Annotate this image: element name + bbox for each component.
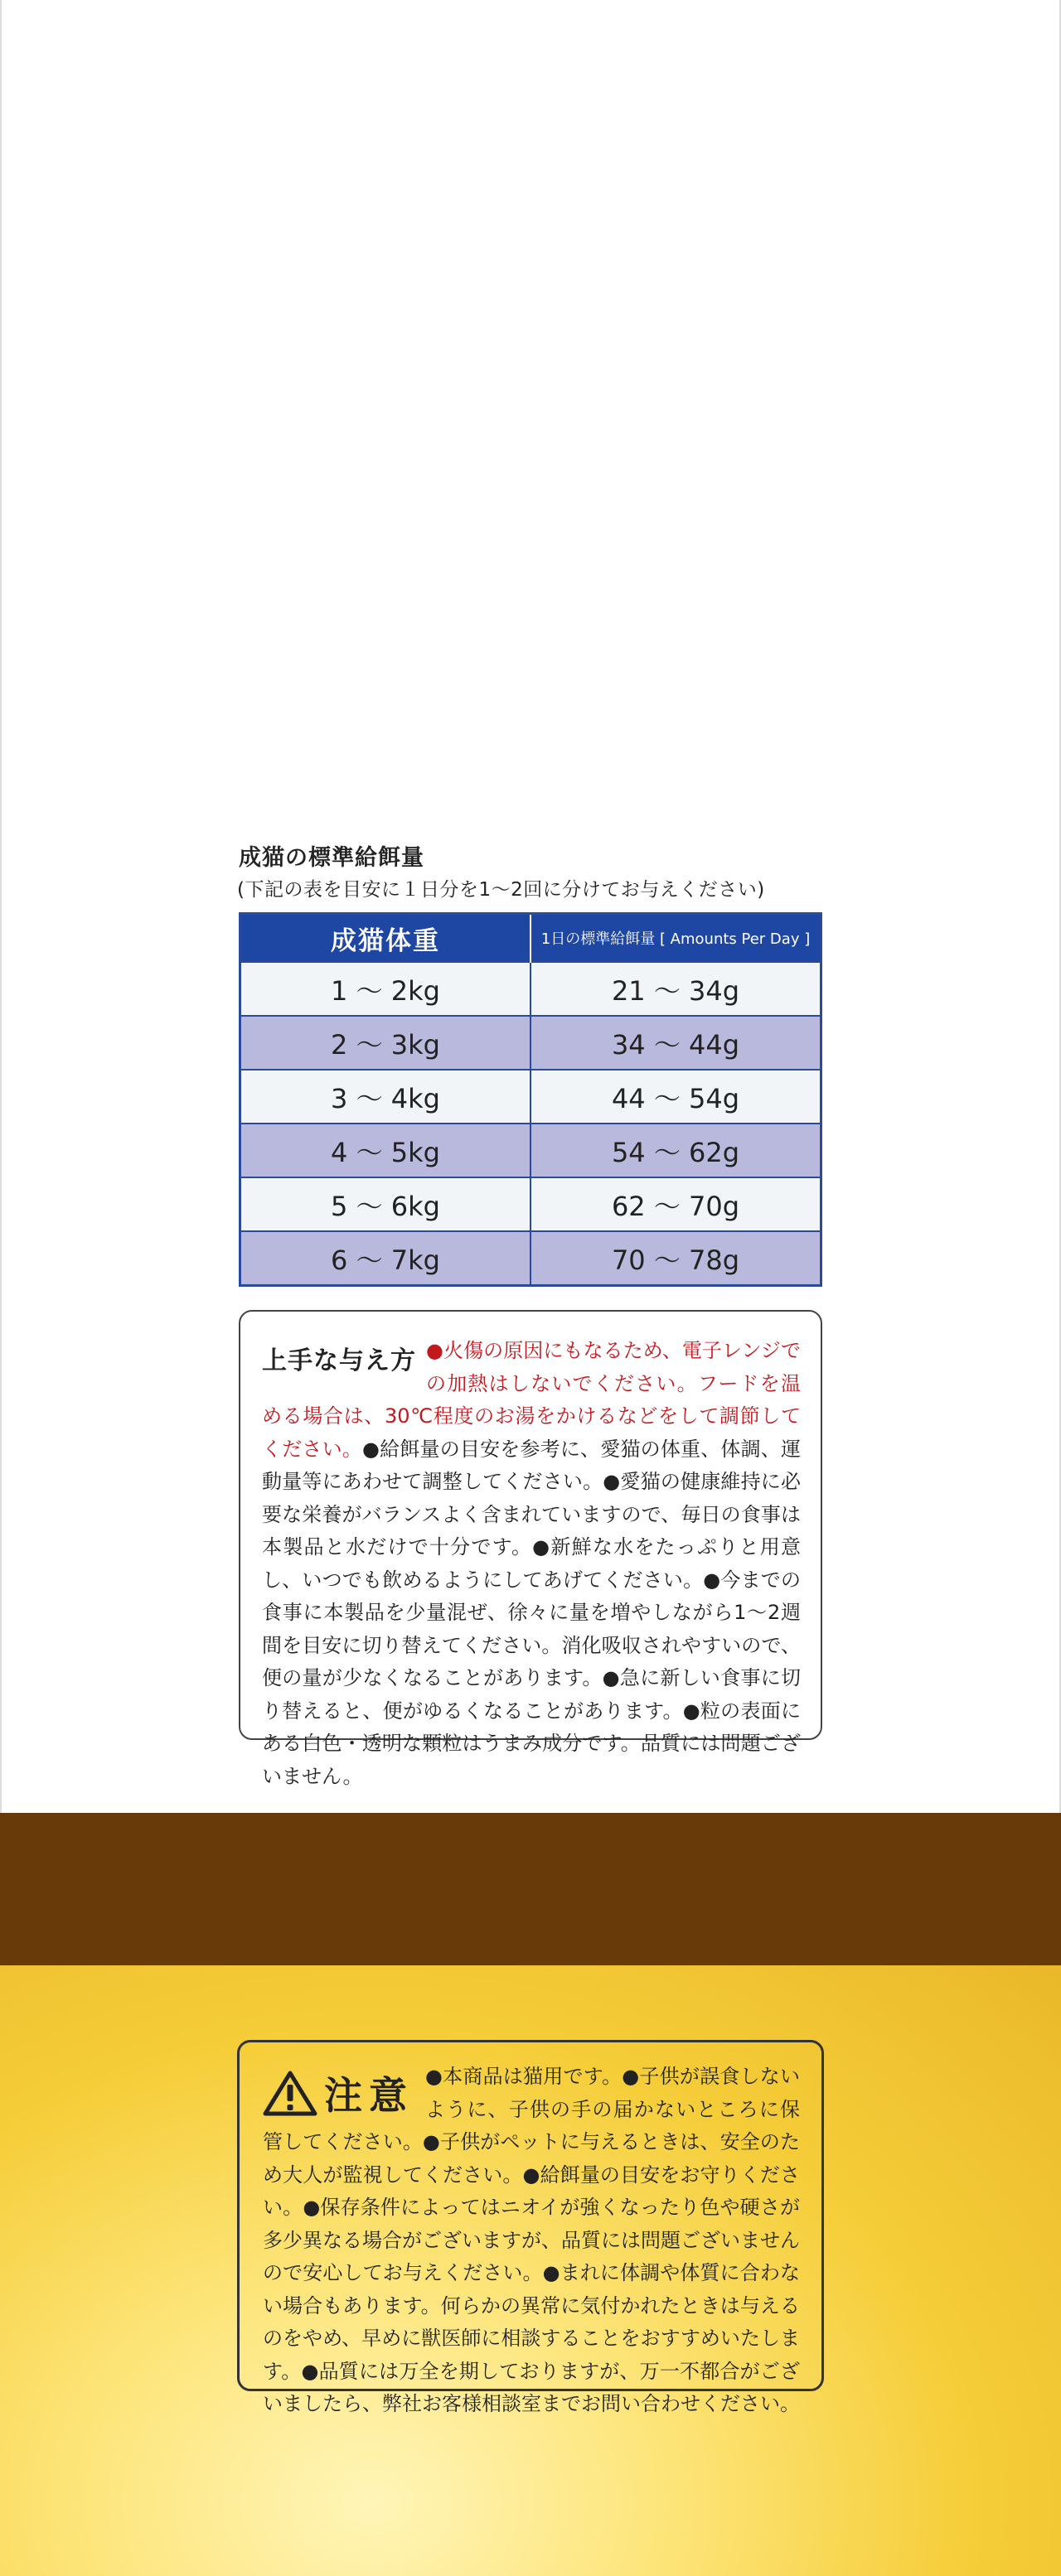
feeding-tips-title: 上手な与え方 [262,1346,416,1375]
caution-header [263,2066,414,2120]
amount-cell: 21 ～ 34g [530,962,821,1016]
table-header-row [240,914,821,963]
caution-text: ●本商品は猫用です。●子供が誤食しないように、子供の手の届かないところに保管してください。●子供がペットに与えるときは、安全のため大人が監視してください。●給餌量の目安をお守りください。●保存条件によってはニオイが強くなったり色や硬さが多少異なる場合がございますが、品質には問題ございませんので安心してお与えください。●まれに体調や体質に合わない場合もあります。何らかの異常に気付かれたときは与えるのをやめ、早めに獣医師に相談することをおすすめいたします。●品質には万全を期しておりますが、万一不都合がございましたら、弊社お客様相談室までお問い合わせください。 [263,2065,800,2415]
amount-cell: 34 ～ 44g [530,1016,821,1070]
feeding-table [239,912,822,1287]
amount-cell: 70 ～ 78g [530,1231,821,1286]
amount-header: 1日の標準給餌量 [ Amounts Per Day ] [530,914,821,963]
weight-cell: 4 ～ 5kg [240,1124,531,1177]
feeding-tips-text [262,1335,801,1793]
amount-cell: 62 ～ 70g [530,1177,821,1231]
weight-cell: 6 ～ 7kg [240,1231,531,1286]
amount-cell: 44 ～ 54g [530,1070,821,1124]
warning-triangle-icon [263,2070,317,2116]
table-row [240,1177,821,1231]
feeding-tips-box [239,1310,822,1788]
weight-cell: 1 ～ 2kg [240,962,531,1016]
table-row [240,1231,821,1286]
feeding-tips-body: ●給餌量の目安を参考に、愛猫の体重、体調、運動量等にあわせて調整してください。●愛猫の健康維持に必要な栄養がバランスよく含まれていますので、毎日の食事は本製品と水だけで十分です。●新鮮な水をたっぷりと用意し、いつでも飲めるようにしてあげてください。●今までの食事に本製品を少量混ぜ、徐々に量を増やしながら1〜2週間を目安に切り替えてください。消化吸収されやすいので、便の量が少なくなることがあります。●急に新しい食事に切り替えると、便がゆるくなることがあります。●粒の表面にある白色・透明な顆粒はうまみ成分です。品質には問題ございません。 [262,1437,802,1788]
amount-cell: 54 ～ 62g [530,1124,821,1177]
feeding-subtitle: (下記の表を目安に１日分を1〜2回に分けてお与えください) [237,879,765,901]
caution-box [237,2040,824,2415]
table-row [240,962,821,1016]
table-row [240,1124,821,1177]
feeding-title: 成猫の標準給餌量 [239,845,424,871]
weight-header: 成猫体重 [240,914,531,963]
microwave-warning: ●火傷の原因にもなるため、電子レンジでの加熱はしないでください。フードを温める場合は、30℃程度のお湯をかけるなどをして調節してください。 [262,1339,801,1461]
caution-title: 注意 [324,2073,414,2118]
weight-cell: 2 ～ 3kg [240,1016,531,1070]
table-row [240,1070,821,1124]
weight-cell: 5 ～ 6kg [240,1177,531,1231]
table-row [240,1016,821,1070]
brown-stripe [0,1813,1061,1965]
weight-cell: 3 ～ 4kg [240,1070,531,1124]
